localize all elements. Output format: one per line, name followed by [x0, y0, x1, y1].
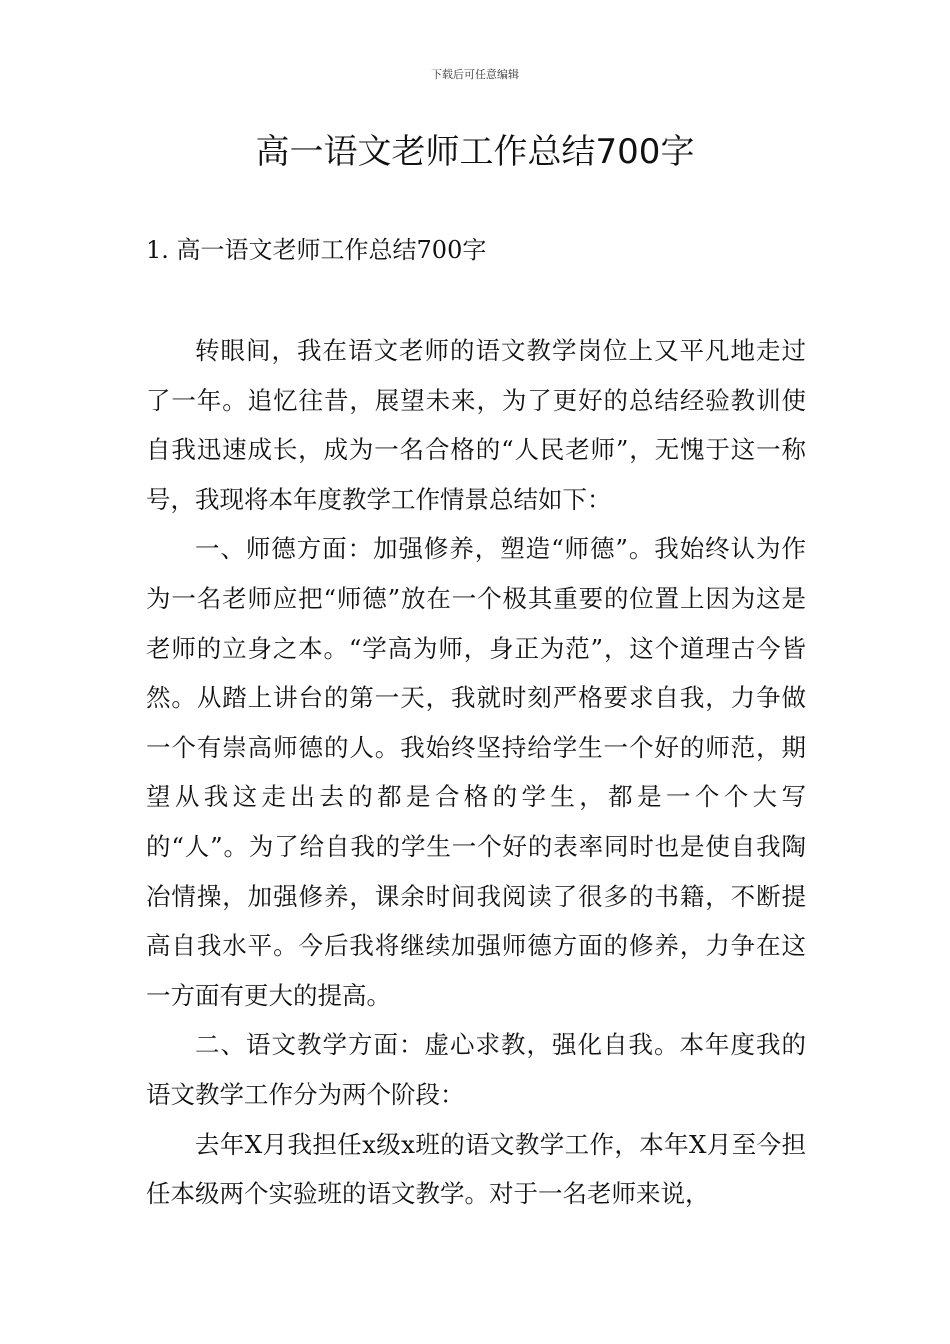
header-note: 下载后可任意编辑 [431, 68, 519, 81]
paragraph-ethics: 一、师德方面：加强修养，塑造“师德”。我始终认为作为一名老师应把“师德”放在一个极其重要的位置上因为这是老师的立身之本。“学高为师，身正为范”，这个道理古今皆然。从踏上讲台的第一天，我就时刻严格要求自我，力争做一个有崇高师德的人。我始终坚持给学生一个好的师范，期望从我这走出去的都是合格的学生，都是一个个大写的“人”。为了给自我的学生一个好的表率同时也是使自我陶冶情操，加强修养，课余时间我阅读了很多的书籍，不断提高自我水平。今后我将继续加强师德方面的修养，力争在这一方面有更大的提高。 [146, 534, 806, 1010]
document-body [146, 326, 806, 1219]
paragraph-intro: 转眼间，我在语文老师的语文教学岗位上又平凡地走过了一年。追忆往昔，展望未来，为了更好的总结经验教训使自我迅速成长，成为一名合格的“人民老师”，无愧于这一称号，我现将本年度教学工作情景总结如下： [146, 336, 806, 514]
paragraph-assignment: 去年X月我担任x级x班的语文教学工作，本年X月至今担任本级两个实验班的语文教学。对于一名老师来说， [146, 1129, 806, 1209]
document-title: 高一语文老师工作总结700字 [255, 132, 695, 172]
paragraph-teaching: 二、语文教学方面：虚心求教，强化自我。本年度我的语文教学工作分为两个阶段： [146, 1030, 806, 1109]
section-heading: 1. 高一语文老师工作总结700字 [146, 236, 487, 264]
